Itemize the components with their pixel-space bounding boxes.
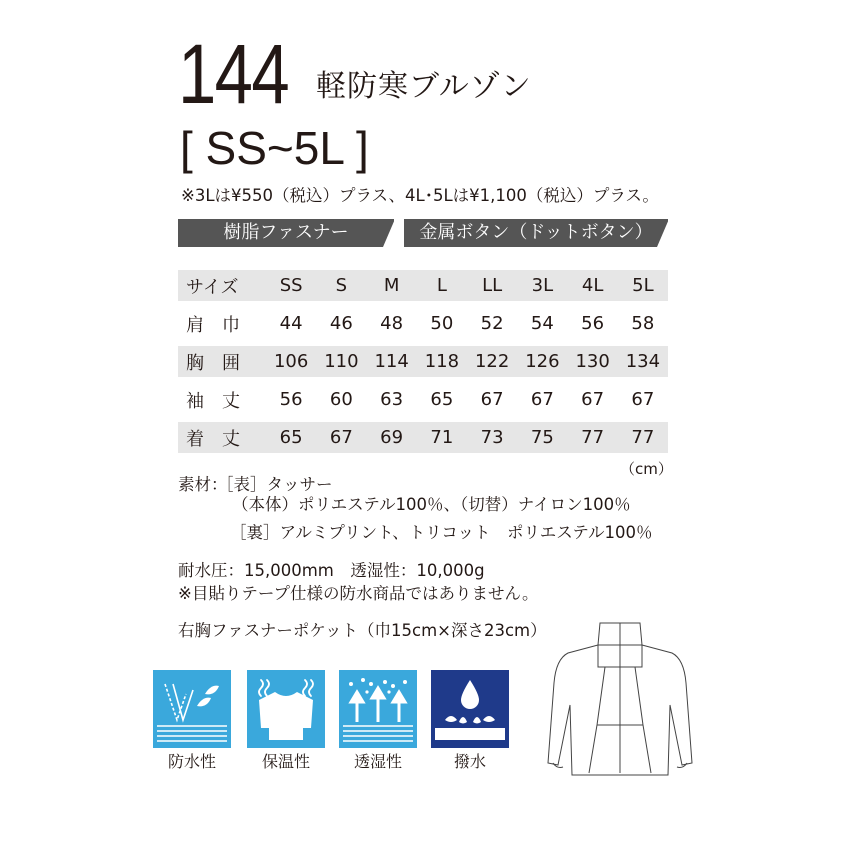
- table-row: [178, 346, 668, 377]
- table-cell: 122: [467, 346, 517, 377]
- table-cell: 73: [467, 422, 517, 453]
- feature-heat-retention: [247, 670, 325, 772]
- table-cell: 60: [329, 389, 353, 410]
- unit-note: （cm）: [620, 460, 673, 478]
- pocket-note: 右胸ファスナーポケット（巾15cm×深さ23cm）: [178, 621, 547, 640]
- table-cell: 134: [618, 346, 668, 377]
- waterproof-icon: [153, 670, 231, 748]
- feature-breathability: [339, 670, 417, 772]
- table-cell: 50: [430, 313, 454, 334]
- table-cell: 75: [517, 422, 567, 453]
- material-outer: ［表］タッサー: [217, 475, 333, 494]
- material-label: 素材：: [178, 475, 228, 494]
- table-header-cell: S: [316, 270, 366, 301]
- table-cell: 48: [380, 313, 404, 334]
- table-header-row: [178, 270, 668, 301]
- water-pressure-spec: 耐水圧：15,000mm 透湿性：10,000g: [178, 561, 485, 580]
- table-header-cell: 5L: [618, 270, 668, 301]
- table-cell: 44: [279, 313, 303, 334]
- feature-label: 保温性: [261, 752, 310, 771]
- table-cell: 106: [266, 346, 316, 377]
- size-table: [178, 263, 668, 460]
- table-header-cell: L: [417, 270, 467, 301]
- table-cell: 56: [279, 389, 303, 410]
- table-header-cell: SS: [266, 270, 316, 301]
- table-cell: 67: [530, 389, 554, 410]
- table-cell: 67: [581, 389, 605, 410]
- feature-waterproof: [153, 670, 231, 772]
- table-cell: 63: [380, 389, 404, 410]
- table-cell: 77: [568, 422, 618, 453]
- table-cell: 65: [430, 389, 454, 410]
- table-cell: 胸 囲: [178, 346, 266, 377]
- closure-fastener-label: 樹脂ファスナー: [178, 219, 394, 247]
- heat-retention-icon: [247, 670, 325, 748]
- model-number: 144: [178, 27, 289, 121]
- table-cell: 110: [316, 346, 366, 377]
- table-cell: 着 丈: [178, 422, 266, 453]
- table-cell: 67: [480, 389, 504, 410]
- table-cell: 118: [417, 346, 467, 377]
- table-header-cell: サイズ: [178, 270, 266, 301]
- jacket-illustration: [545, 615, 695, 785]
- table-cell: 67: [631, 389, 655, 410]
- water-repellent-icon: [431, 670, 509, 748]
- table-header-cell: 3L: [517, 270, 567, 301]
- table-cell: 65: [266, 422, 316, 453]
- table-cell: 67: [316, 422, 366, 453]
- feature-label: 撥水: [453, 752, 486, 771]
- closure-button-label: 金属ボタン（ドットボタン）: [404, 219, 668, 247]
- table-row: [178, 308, 668, 339]
- table-header-cell: LL: [467, 270, 517, 301]
- table-cell: 56: [581, 313, 605, 334]
- table-cell: 46: [329, 313, 353, 334]
- material-lining: ［裏］アルミプリント、トリコット ポリエステル100％: [230, 523, 653, 542]
- table-cell: 肩 巾: [186, 314, 240, 336]
- table-cell: 114: [367, 346, 417, 377]
- tape-note: ※目貼りテープ仕様の防水商品ではありません。: [178, 584, 539, 603]
- table-cell: 130: [568, 346, 618, 377]
- table-cell: 71: [417, 422, 467, 453]
- table-cell: 77: [618, 422, 668, 453]
- table-cell: 52: [480, 313, 504, 334]
- feature-label: 防水性: [167, 752, 216, 771]
- table-cell: 69: [367, 422, 417, 453]
- table-row: [178, 422, 668, 453]
- table-cell: 54: [530, 313, 554, 334]
- product-name: 軽防寒ブルゾン: [316, 69, 532, 104]
- table-cell: 58: [631, 313, 655, 334]
- table-cell: 袖 丈: [186, 390, 240, 412]
- feature-water-repellent: [431, 670, 509, 772]
- size-range: [ SS~5L ]: [180, 122, 369, 174]
- surcharge-note: ※3Lは¥550（税込）プラス、4L･5Lは¥1,100（税込）プラス。: [181, 186, 659, 205]
- table-cell: 126: [517, 346, 567, 377]
- table-header-cell: 4L: [568, 270, 618, 301]
- material-outer-detail: （本体）ポリエステル100％、（切替）ナイロン100％: [232, 495, 631, 514]
- table-header-cell: M: [367, 270, 417, 301]
- breathability-icon: [339, 670, 417, 748]
- table-row: [178, 384, 668, 415]
- feature-label: 透湿性: [353, 752, 402, 771]
